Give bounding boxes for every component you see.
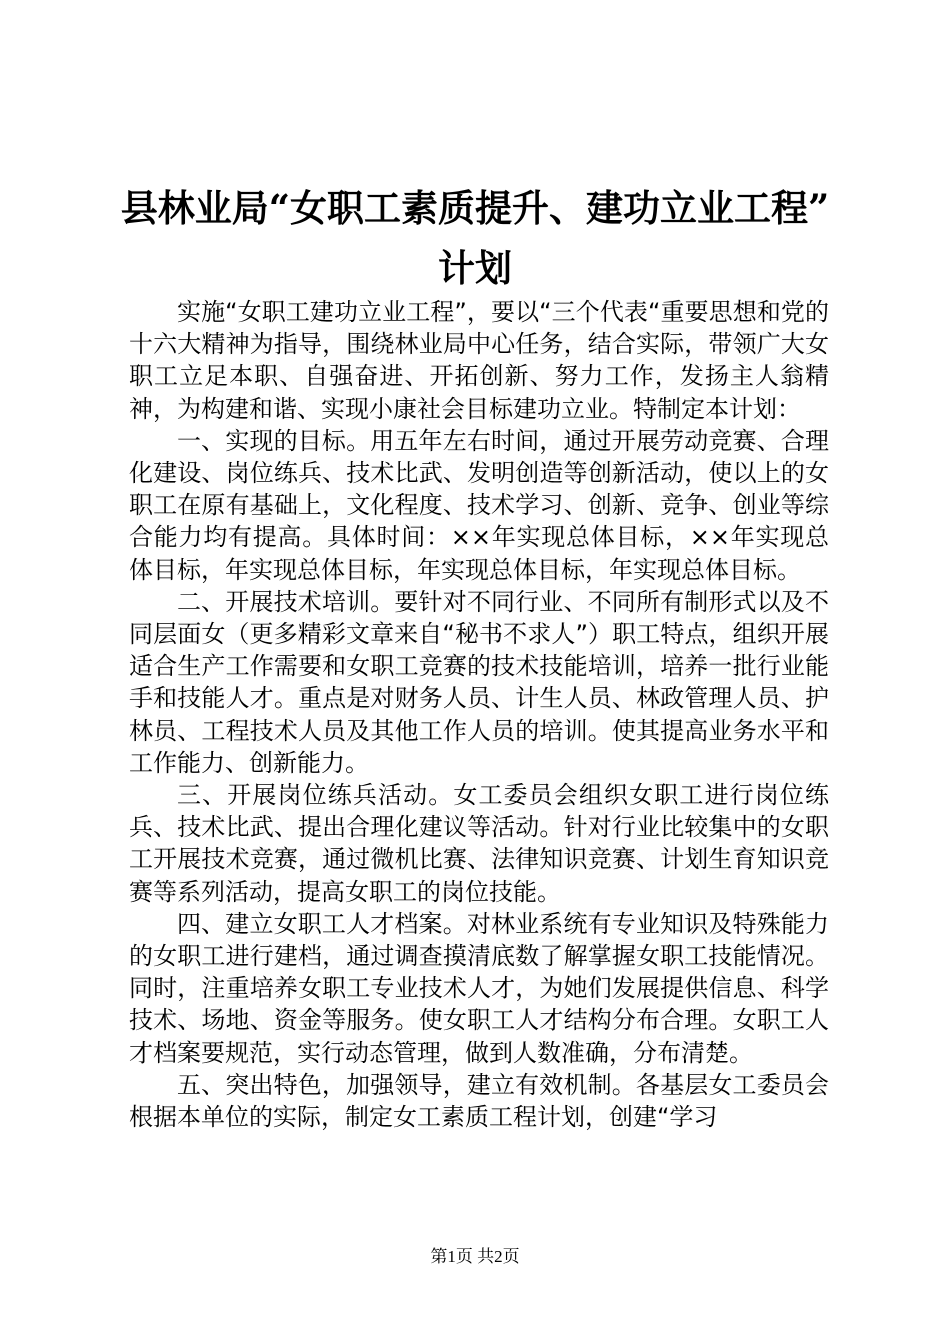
document-body bbox=[129, 296, 829, 1133]
page-number-footer: 第1页 共2页 bbox=[430, 1247, 520, 1266]
document-title: 县林业局“女职工素质提升、建功立业工程” bbox=[120, 186, 830, 230]
paragraph-training: 二、开展技术培训。要针对不同行业、不同所有制形式以及不同层面女（更多精彩文章来自“秘书不求人”）职工特点，组织开展适合生产工作需要和女职工竞赛的技术技能培训，培养一批行业能手和技能人才。重点是对财务人员、计生人员、林政管理人员、护林员、工程技术人员及其他工作人员的培训。使其提高业务水平和工作能力、创新能力。 bbox=[129, 587, 829, 777]
paragraph-leadership: 五、突出特色，加强领导，建立有效机制。各基层女工委员会根据本单位的实际，制定女工素质工程计划，创建“学习 bbox=[129, 1070, 829, 1132]
document-title-line-2: 计划 bbox=[438, 246, 512, 290]
paragraph-intro: 实施“女职工建功立业工程”，要以“三个代表“重要思想和党的十六大精神为指导，围绕林业局中心任务，结合实际，带领广大女职工立足本职、自强奋进、开拓创新、努力工作，发扬主人翁精神，为构建和谐、实现小康社会目标建功立业。特制定本计划： bbox=[129, 298, 829, 423]
paragraph-practice: 三、开展岗位练兵活动。女工委员会组织女职工进行岗位练兵、技术比武、提出合理化建议等活动。针对行业比较集中的女职工开展技术竞赛，通过微机比赛、法律知识竞赛、计划生育知识竞赛等系列活动，提高女职工的岗位技能。 bbox=[129, 781, 829, 906]
paragraph-talent-archive: 四、建立女职工人才档案。对林业系统有专业知识及特殊能力的女职工进行建档，通过调查摸清底数了解掌握女职工技能情况。同时，注重培养女职工专业技术人才，为她们发展提供信息、科学技术、场地、资金等服务。使女职工人才结构分布合理。女职工人才档案要规范，实行动态管理，做到人数准确，分布清楚。 bbox=[129, 909, 829, 1067]
paragraph-goals: 一、实现的目标。用五年左右时间，通过开展劳动竞赛、合理化建设、岗位练兵、技术比武、发明创造等创新活动，使以上的女职工在原有基础上，文化程度、技术学习、创新、竞争、创业等综合能力均有提高。具体时间：××年实现总体目标，××年实现总体目标，年实现总体目标，年实现总体目标，年实现总体目标。 bbox=[129, 426, 829, 584]
